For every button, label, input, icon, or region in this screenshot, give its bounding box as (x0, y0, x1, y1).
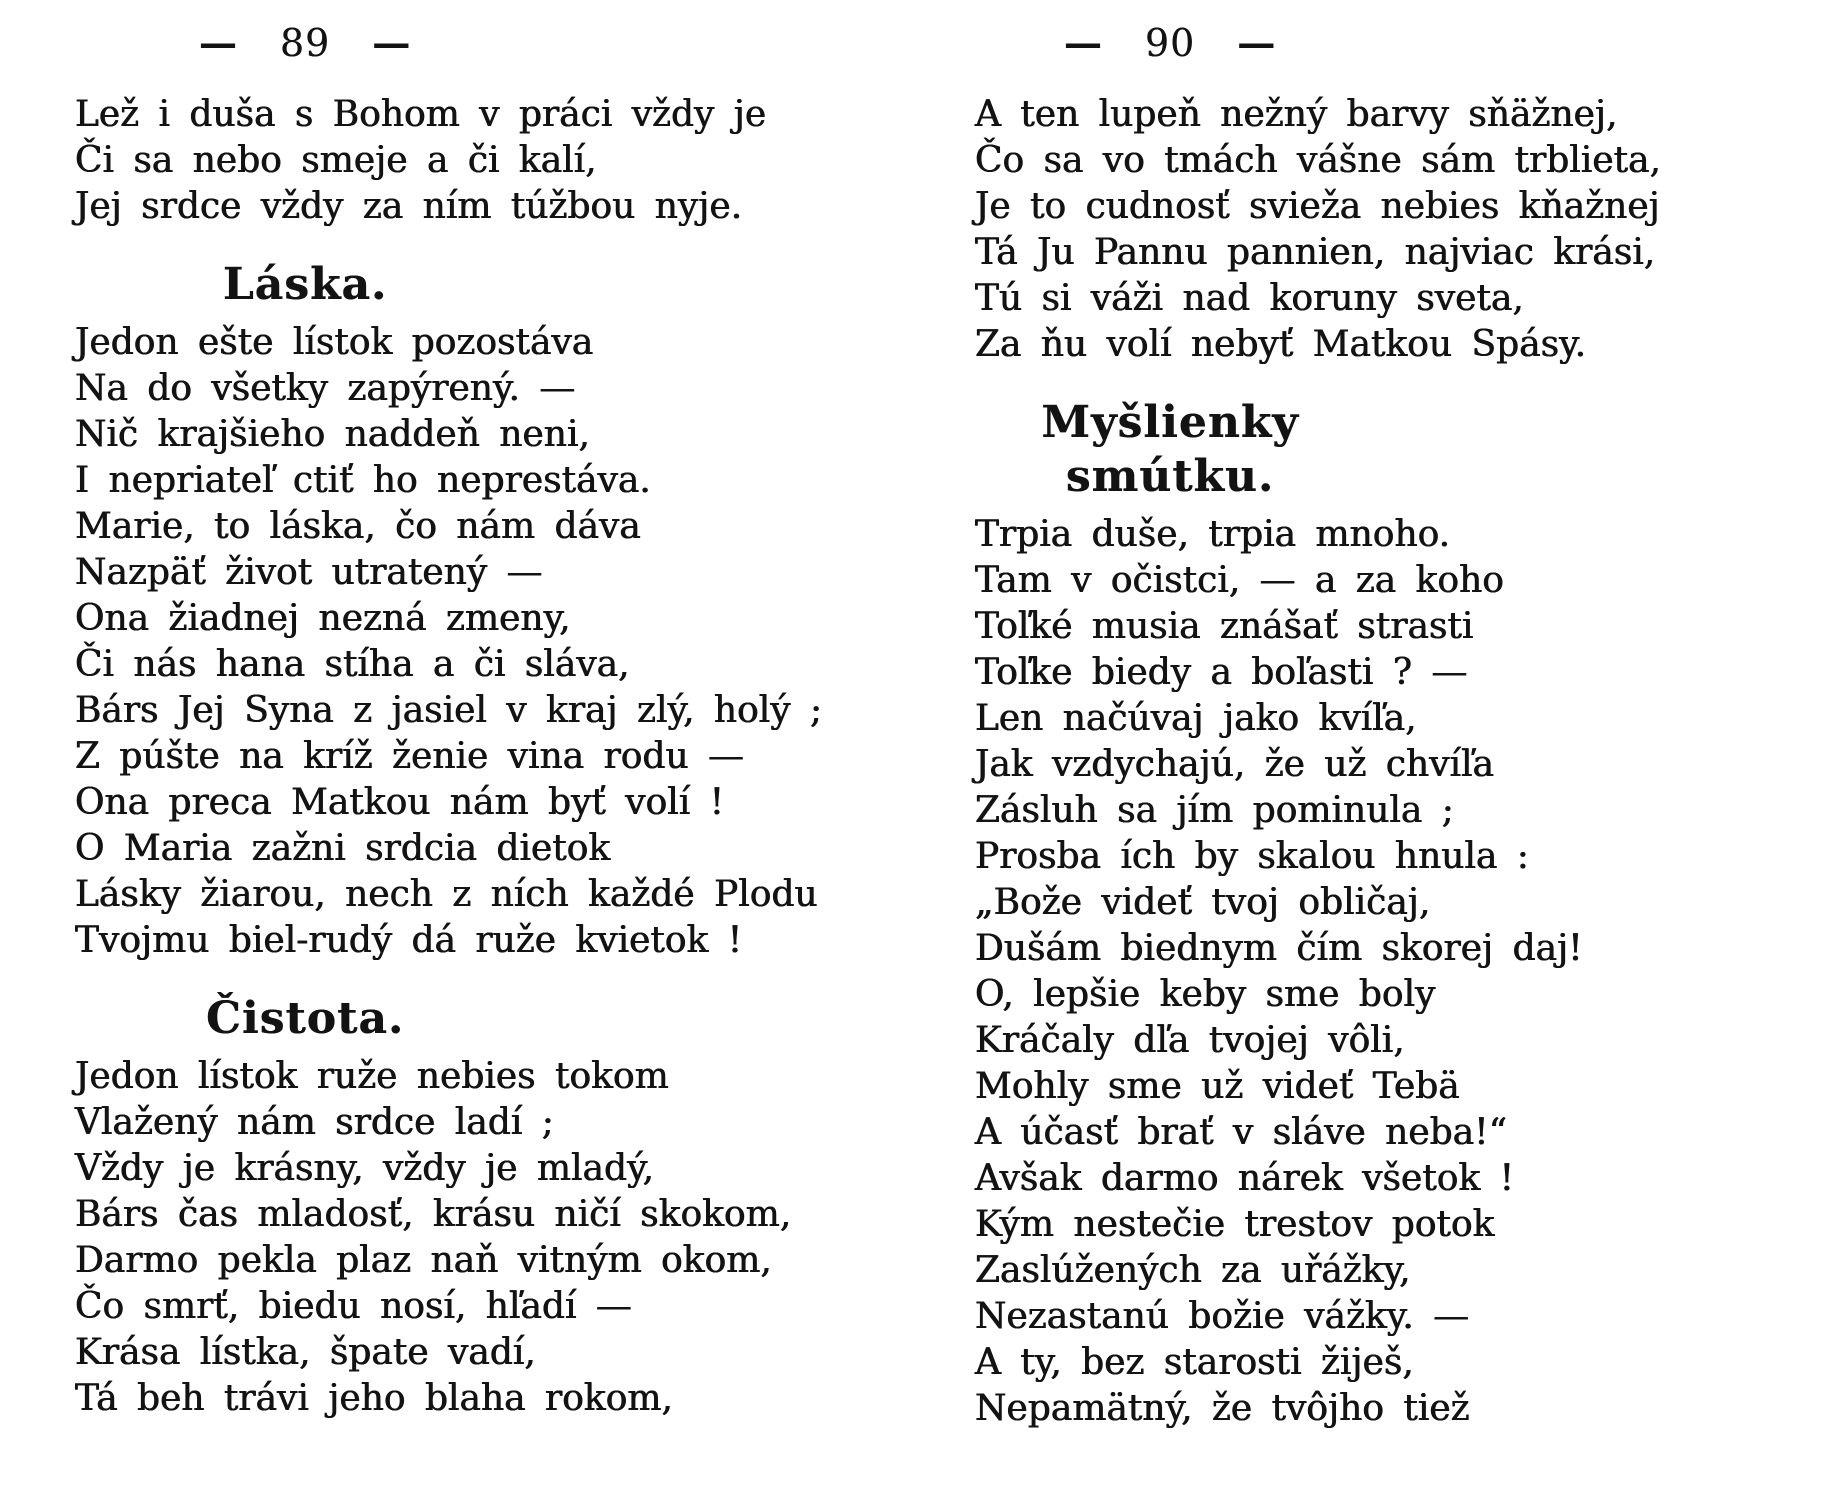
poem-line: Nič krajšieho naddeň neni, (75, 414, 590, 455)
poem-line: Čo sa vo tmách vášne sám trblieta, (975, 140, 1662, 181)
page-number: 90 (1144, 21, 1196, 65)
poem (75, 1054, 875, 1422)
poem-line: Jedon ešte lístok pozostáva (75, 322, 594, 363)
poem-line: Bárs Jej Syna z jasiel v kraj zlý, holý ; (75, 690, 823, 731)
poem-line: A účasť brať v sláve neba!“ (975, 1112, 1508, 1153)
poem-line: Kráčaly dľa tvojej vôli, (975, 1020, 1405, 1061)
poem-line: Ona preca Matkou nám byť volí ! (75, 782, 725, 823)
poem-line: Marie, to láska, čo nám dáva (75, 506, 641, 547)
poem-line: Toľke biedy a boľasti ? — (975, 652, 1468, 693)
poem-line: Či sa nebo smeje a či kalí, (75, 140, 597, 181)
header-dash-right: — (1237, 20, 1277, 65)
poem-line: Krása lístka, špate vadí, (75, 1332, 536, 1373)
header-dash-left: — (198, 20, 238, 65)
poem-line: Tú si váži nad koruny sveta, (975, 278, 1524, 319)
page-body (975, 92, 1820, 1432)
poem-line: Vlažený nám srdce ladí ; (75, 1102, 554, 1143)
poem-line: Tam v očistci, — a za koho (975, 560, 1504, 601)
stanza (75, 92, 875, 230)
stanza (975, 92, 1820, 368)
poem-line: O Maria zažni srdcia dietok (75, 828, 611, 869)
page-body (75, 92, 875, 1422)
poem-line: „Bože videť tvoj obličaj, (975, 882, 1431, 923)
poem-line: Za ňu volí nebyť Matkou Spásy. (975, 324, 1587, 365)
section-title: Myšlienky smútku. (1041, 397, 1299, 502)
book-page-right (975, 0, 1820, 1432)
poem-line: Jak vzdychajú, že už chvíľa (975, 744, 1495, 785)
page-number: 89 (279, 21, 331, 65)
poem-line: Avšak darmo nárek všetok ! (975, 1158, 1515, 1199)
poem-line: Dušám biednym čím skorej daj! (975, 928, 1583, 969)
poem-line: O, lepšie keby sme boly (975, 974, 1436, 1015)
poem-line: Darmo pekla plaz naň vitným okom, (75, 1240, 772, 1281)
poem-line: Lásky žiarou, nech z ních každé Plodu (75, 874, 818, 915)
poem-line: Prosba ích by skalou hnula : (975, 836, 1529, 877)
poem-line: Vždy je krásny, vždy je mladý, (75, 1148, 655, 1189)
poem-line: Nezastanú božie vážky. — (975, 1296, 1470, 1337)
poem-line: I nepriateľ ctiť ho neprestáva. (75, 460, 651, 501)
poem-line: Jej srdce vždy za ním túžbou nyje. (75, 186, 743, 227)
page-header (975, 20, 1365, 66)
poem-line: Zaslúžených za uřážky, (975, 1250, 1411, 1291)
poem-line: A ten lupeň nežný barvy sňäžnej, (975, 94, 1618, 135)
section-title: Čistota. (205, 993, 405, 1044)
poem (975, 512, 1820, 1432)
poem-line: Zásluh sa jím pominula ; (975, 790, 1454, 831)
page-header (75, 20, 535, 66)
poem-line: Toľké musia znášať strasti (975, 606, 1474, 647)
poem-line: Čo smrť, biedu nosí, hľadí — (75, 1286, 632, 1327)
header-dash-right: — (372, 20, 412, 65)
poem-line: Tá Ju Pannu pannien, najviac krási, (975, 232, 1656, 273)
poem-line: Tvojmu biel-rudý dá ruže kvietok ! (75, 920, 743, 961)
poem-line: A ty, bez starosti žiješ, (975, 1342, 1414, 1383)
poem-line: Lež i duša s Bohom v práci vždy je (75, 94, 767, 135)
poem-line: Bárs čas mladosť, krásu ničí skokom, (75, 1194, 792, 1235)
poem-line: Či nás hana stíha a či sláva, (75, 644, 630, 685)
poem-line: Na do všetky zapýrený. — (75, 368, 576, 409)
poem-line: Ona žiadnej nezná zmeny, (75, 598, 571, 639)
poem-line: Nazpäť život utratený — (75, 552, 543, 593)
poem-line: Je to cudnosť svieža nebies kňažnej (975, 186, 1660, 227)
poem-line: Jedon lístok ruže nebies tokom (75, 1056, 669, 1097)
poem-line: Len načúvaj jako kvíľa, (975, 698, 1417, 739)
poem-line: Z púšte na kríž ženie vina rodu — (75, 736, 745, 777)
book-page-left (75, 0, 875, 1422)
section-title: Láska. (222, 259, 388, 310)
poem-line: Mohly sme už videť Tebä (975, 1066, 1460, 1107)
poem-line: Kým nestečie trestov potok (975, 1204, 1495, 1245)
poem (75, 320, 875, 964)
poem-line: Tá beh trávi jeho blaha rokom, (75, 1378, 673, 1419)
header-dash-left: — (1063, 20, 1103, 65)
poem-line: Nepamätný, že tvôjho tiež (975, 1388, 1470, 1429)
poem-line: Trpia duše, trpia mnoho. (975, 514, 1451, 555)
